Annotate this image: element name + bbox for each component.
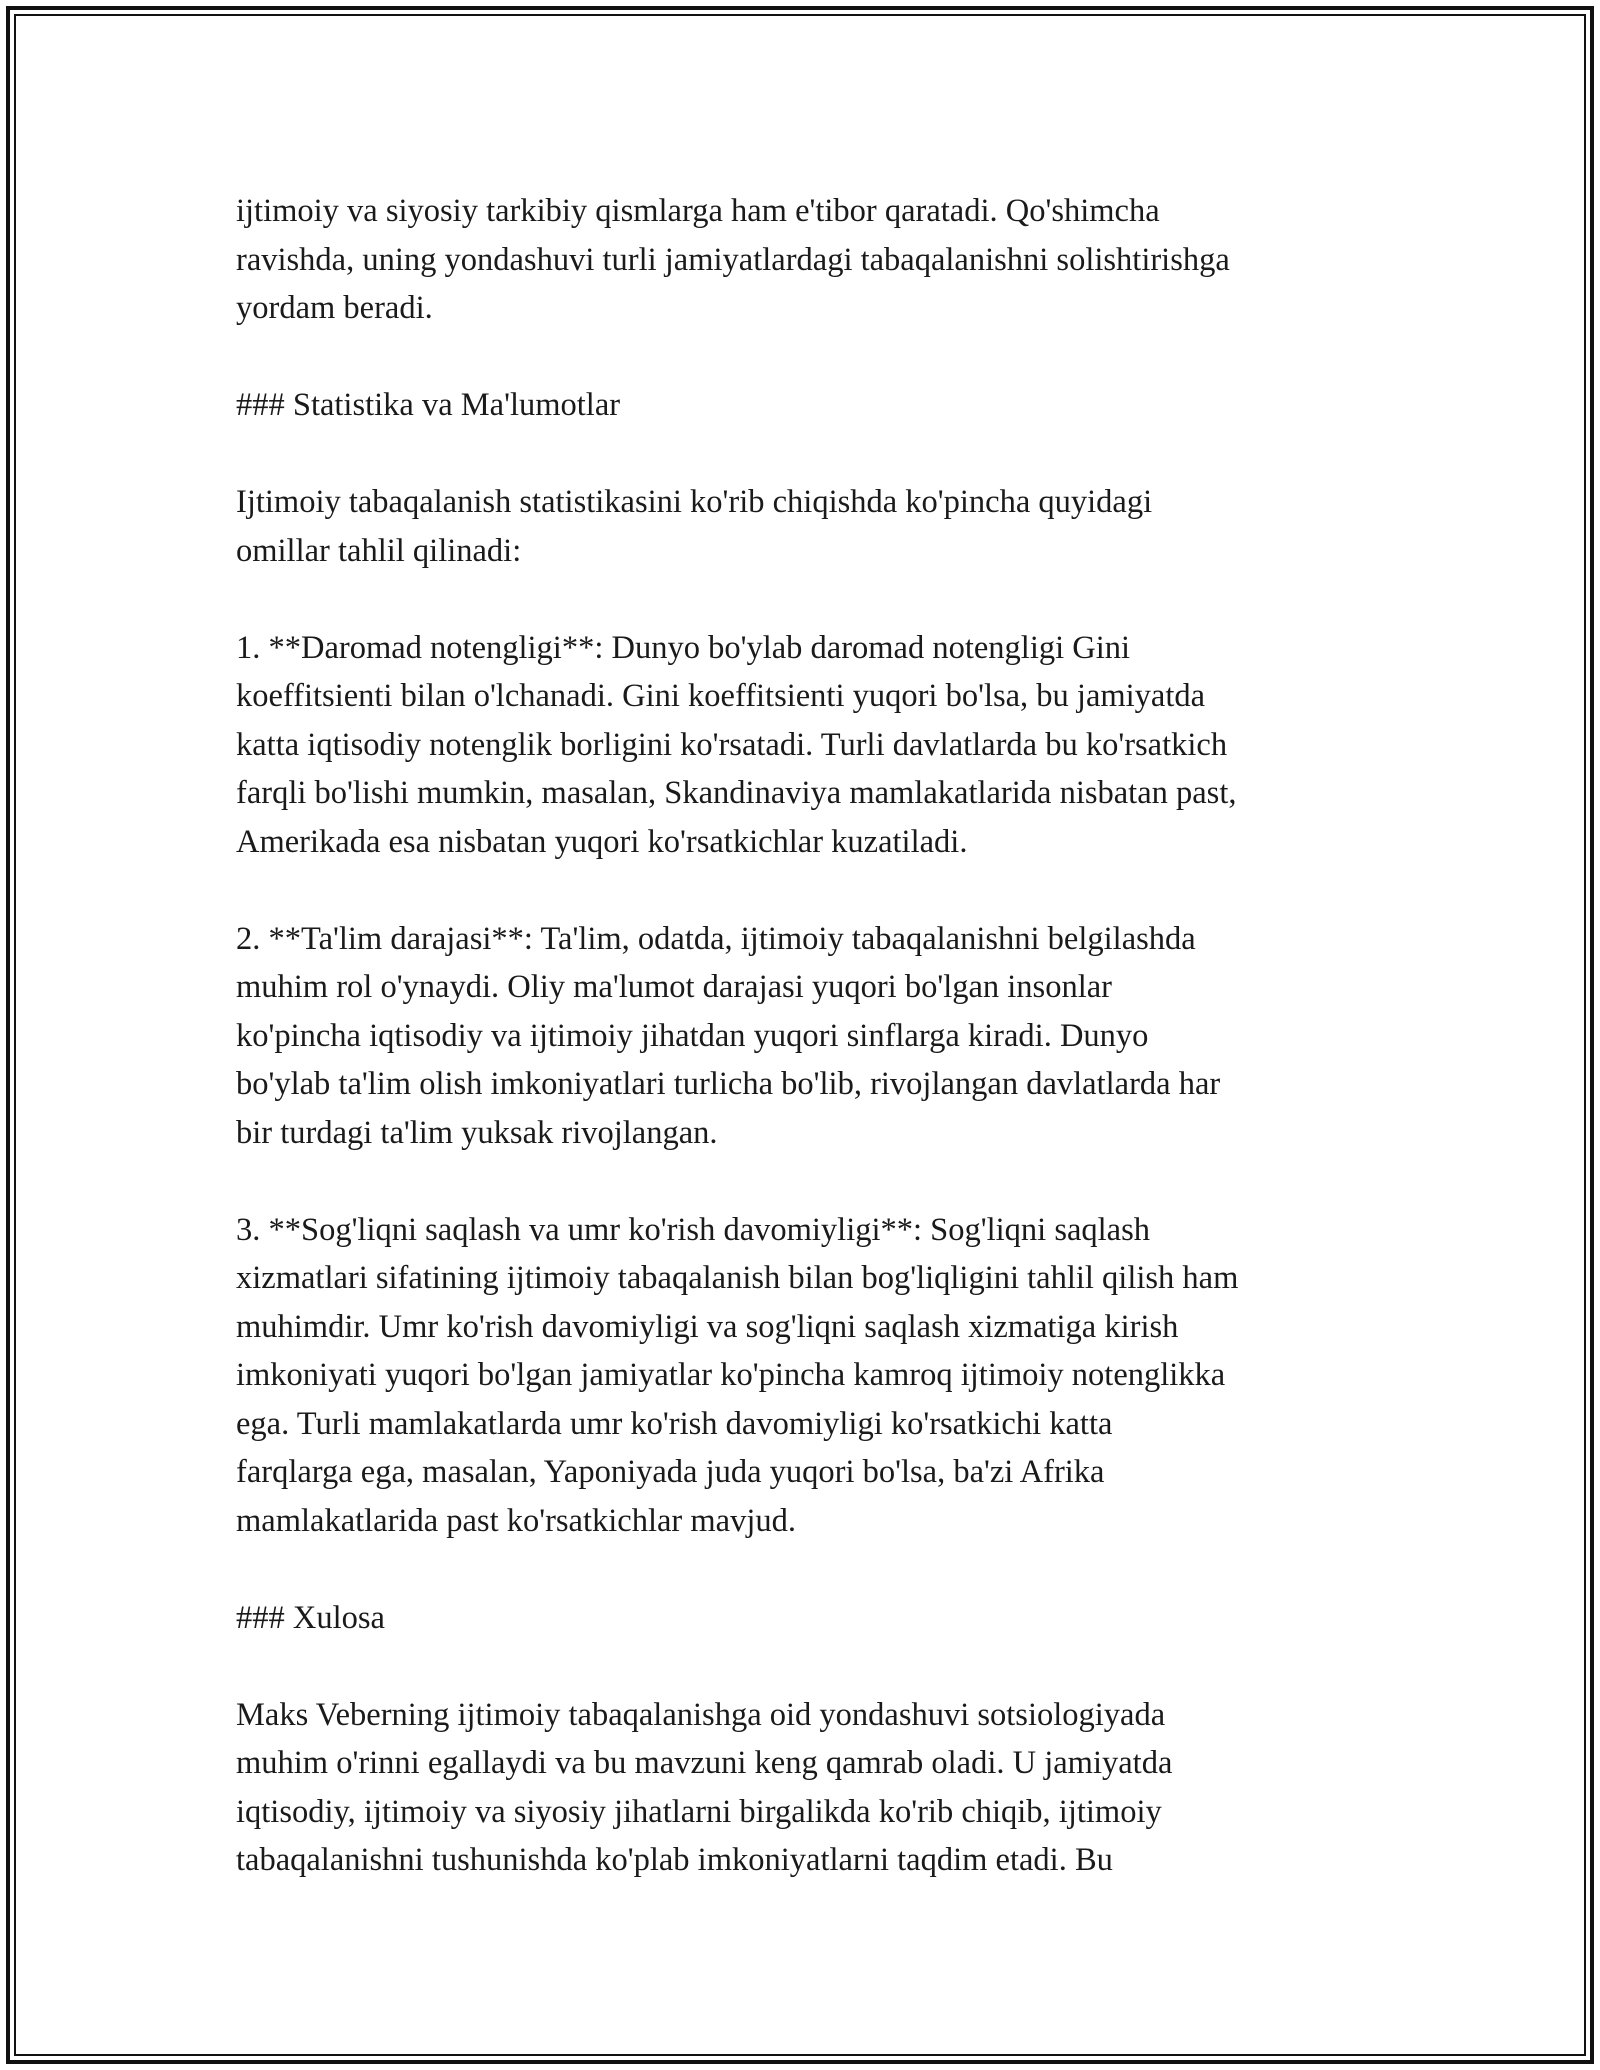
paragraph-conclusion: Maks Veberning ijtimoiy tabaqalanishga oid yondashuvi sotsiologiyada muhim o'rinni egallaydi va bu mavzuni keng qamrab oladi. U jamiyatda iqtisodiy, ijtimoiy va siyosiy jihatlarni birgalikda ko'rib chiqib, ijtimoiy tabaqalanishni tushunishda ko'plab imkoniyatlarni taqdim etadi. Bu (236, 1696, 1173, 1878)
section-heading-statistika: ### Statistika va Ma'lumotlar (236, 387, 621, 423)
list-item-talim: 2. **Ta'lim darajasi**: Ta'lim, odatda, ijtimoiy tabaqalanishni belgilashda muhim rol o'ynaydi. Oliy ma'lumot darajasi yuqori bo'lgan insonlar ko'pincha iqtisodiy va ijtimoiy jihatdan yuqori sinflarga kiradi. Dunyo bo'ylab ta'lim olish imkoniyatlari turlicha bo'lib, rivojlangan davlatlarda har bir turdagi ta'lim yuksak rivojlangan. (236, 920, 1221, 1151)
list-item-sogliq: 3. **Sog'liqni saqlash va umr ko'rish davomiyligi**: Sog'liqni saqlash xizmatlari sifatining ijtimoiy tabaqalanish bilan bog'liqligini tahlil qilish ham muhimdir. Umr ko'rish davomiyligi va sog'liqni saqlash xizmatiga kirish imkoniyati yuqori bo'lgan jamiyatlar ko'pincha kamroq ijtimoiy notenglikka ega. Turli mamlakatlarda umr ko'rish davomiyligi ko'rsatkichi katta farqlarga ega, masalan, Yaponiyada juda yuqori bo'lsa, ba'zi Afrika mamlakatlarida past ko'rsatkichlar mavjud. (236, 1211, 1239, 1539)
paragraph-continuation: ijtimoiy va siyosiy tarkibiy qismlarga ham e'tibor qaratadi. Qo'shimcha ravishda, uning yondashuvi turli jamiyatlardagi tabaqalanishni solishtirishga yordam beradi. (236, 193, 1230, 326)
document-body (236, 187, 1366, 1885)
paragraph-intro: Ijtimoiy tabaqalanish statistikasini ko'rib chiqishda ko'pincha quyidagi omillar tahlil qilinadi: (236, 484, 1153, 569)
section-heading-xulosa: ### Xulosa (236, 1599, 385, 1636)
list-item-daromad: 1. **Daromad notengligi**: Dunyo bo'ylab daromad notengligi Gini koeffitsienti bilan o'lchanadi. Gini koeffitsienti yuqori bo'lsa, bu jamiyatda katta iqtisodiy notenglik borligini ko'rsatadi. Turli davlatlarda bu ko'rsatkich farqli bo'lishi mumkin, masalan, Skandinaviya mamlakatlarida nisbatan past, Amerikada esa nisbatan yuqori ko'rsatkichlar kuzatiladi. (236, 629, 1237, 860)
